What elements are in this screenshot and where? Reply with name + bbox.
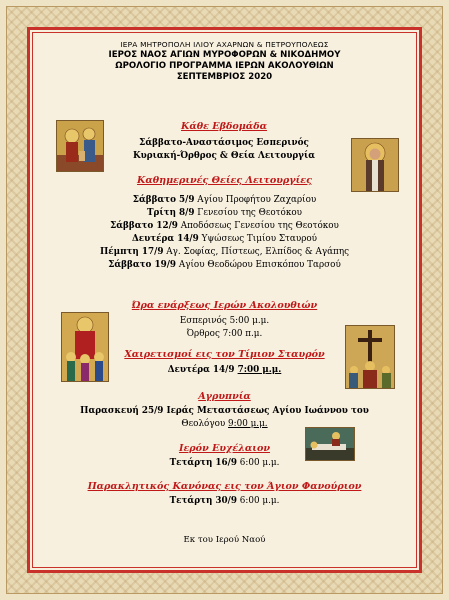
weekly-line-saturday: Σάββατο-Αναστάσιμος Εσπερινός — [139, 138, 309, 148]
icon-prophet-zechariah — [56, 120, 104, 172]
vigil-title: Αγρυπνία — [198, 391, 251, 402]
weekday-item: Δευτέρα 14/9 Υψώσεως Τιμίου Σταυρού — [131, 234, 318, 244]
footer-signature: Εκ του Ιερού Ναού — [183, 535, 266, 545]
weekday-item: Τρίτη 8/9 Γενεσίου της Θεοτόκου — [147, 208, 302, 218]
weekday-item: Σάββατο 19/9 Αγίου Θεοδώρου Επισκόπου Ταρσού — [108, 260, 341, 270]
vigil-line-1: Παρασκευή 25/9 Ιεράς Μεταστάσεως Αγίου Ιωάννου του — [80, 406, 369, 416]
vigil-line-2: Θεολόγου 9:00 μ.μ. — [181, 419, 268, 429]
metropolis-name: ΙΕΡΑ ΜΗΤΡΟΠΟΛΗ ΙΛΙΟΥ ΑΧΑΡΝΩΝ & ΠΕΤΡΟΥΠΟΛΕΩΣ — [120, 40, 329, 49]
unction-title: Ιερόν Ευχέλαιον — [178, 443, 270, 454]
church-name: ΙΕΡΟΣ ΝΑΟΣ ΑΓΙΩΝ ΜΥΡΟΦΟΡΩΝ & ΝΙΚΟΔΗΜΟΥ — [108, 50, 341, 60]
weekly-line-sunday: Κυριακή-Όρθρος & Θεία Λειτουργία — [132, 151, 316, 161]
start-times-title: Ώρα ενάρξεως Ιερών Ακολουθιών — [131, 300, 318, 311]
program-title: ΩΡΟΛΟΓΙΟ ΠΡΟΓΡΑΜΜΑ ΙΕΡΩΝ ΑΚΟΛΟΥΘΙΩΝ — [115, 61, 334, 71]
paraklesis-when: Τετάρτη 30/9 6:00 μ.μ. — [169, 496, 280, 506]
salutations-title: Χαιρετισμοί εις τον Τίμιον Σταυρόν — [124, 349, 325, 360]
weekday-item: Σάββατο 5/9 Αγίου Προφήτου Ζαχαρίου — [132, 195, 317, 205]
weekday-title: Καθημερινές Θείες Λειτουργίες — [137, 175, 312, 186]
icon-saint-sophia-daughters — [61, 312, 109, 382]
salutations-when: Δευτέρα 14/9 7:00 μ.μ. — [167, 365, 282, 375]
matins-time: Όρθρος 7:00 π.μ. — [186, 329, 263, 339]
paraklesis-title: Παρακλητικός Κανόνας εις τον Άγιον Φανούριον — [87, 481, 362, 492]
weekday-item: Πέμπτη 17/9 Αγ. Σοφίας, Πίστεως, Ελπίδος & Αγάπης — [99, 247, 350, 257]
icon-exaltation-cross — [345, 325, 395, 389]
unction-when: Τετάρτη 16/9 6:00 μ.μ. — [169, 458, 280, 468]
weekday-item: Σάββατο 12/9 Αποδόσεως Γενεσίου της Θεοτόκου — [110, 221, 339, 231]
vespers-time: Εσπερινός 5:00 μ.μ. — [179, 316, 270, 326]
month-title: ΣΕΠΤΕΜΒΡΙΟΣ 2020 — [176, 72, 273, 82]
weekly-title: Κάθε Εβδομάδα — [181, 121, 267, 132]
